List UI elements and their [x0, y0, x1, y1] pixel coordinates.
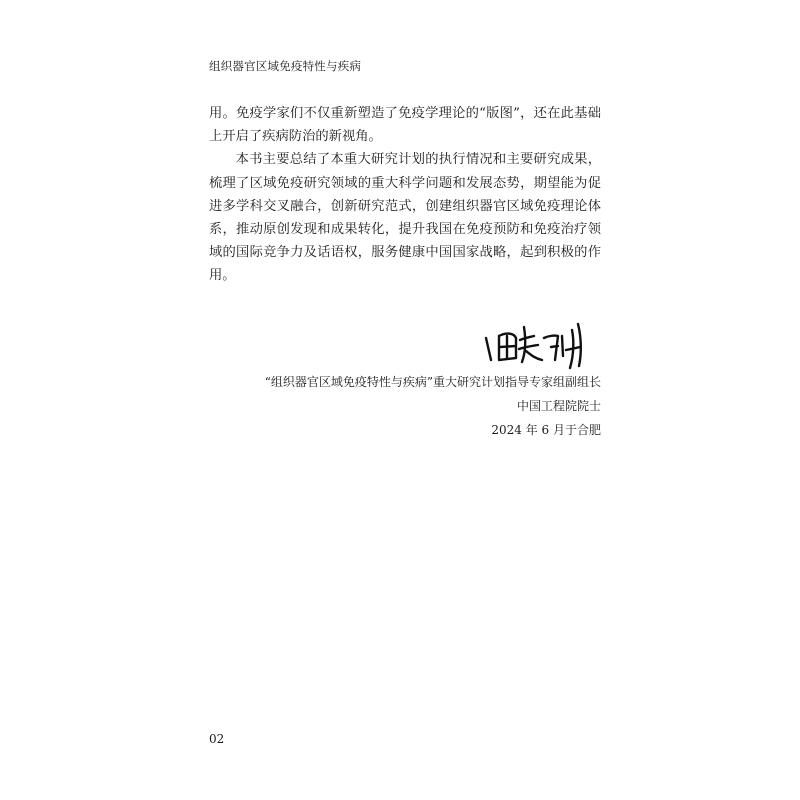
- paragraph-summary: 本书主要总结了本重大研究计划的执行情况和主要研究成果，梳理了区域免疫研究领域的重大科学问题和发展态势，期望能为促进多学科交叉融合，创新研究范式，创建组织器官区域免疫理论体系，推动原创发现和成果转化，提升我国在免疫预防和免疫治疗领域的国际竞争力及话语权，服务健康中国国家战略，起到积极的作用。: [209, 152, 601, 284]
- signatory-affiliation: 中国工程院院士: [516, 399, 601, 413]
- page-number: 02: [209, 732, 225, 746]
- signature-block: [265, 370, 601, 442]
- handwritten-signature: [482, 316, 602, 372]
- running-header: 组织器官区域免疫特性与疾病: [209, 59, 362, 73]
- signature-date-place: 2024 年 6 月于合肥: [491, 423, 601, 437]
- paragraph-continuation: 用。免疫学家们不仅重新塑造了免疫学理论的“版图”，还在此基础上开启了疾病防治的新视角。: [209, 106, 601, 145]
- signatory-title: “组织器官区域免疫特性与疾病”重大研究计划指导专家组副组长: [264, 375, 601, 389]
- body-text: [209, 102, 601, 288]
